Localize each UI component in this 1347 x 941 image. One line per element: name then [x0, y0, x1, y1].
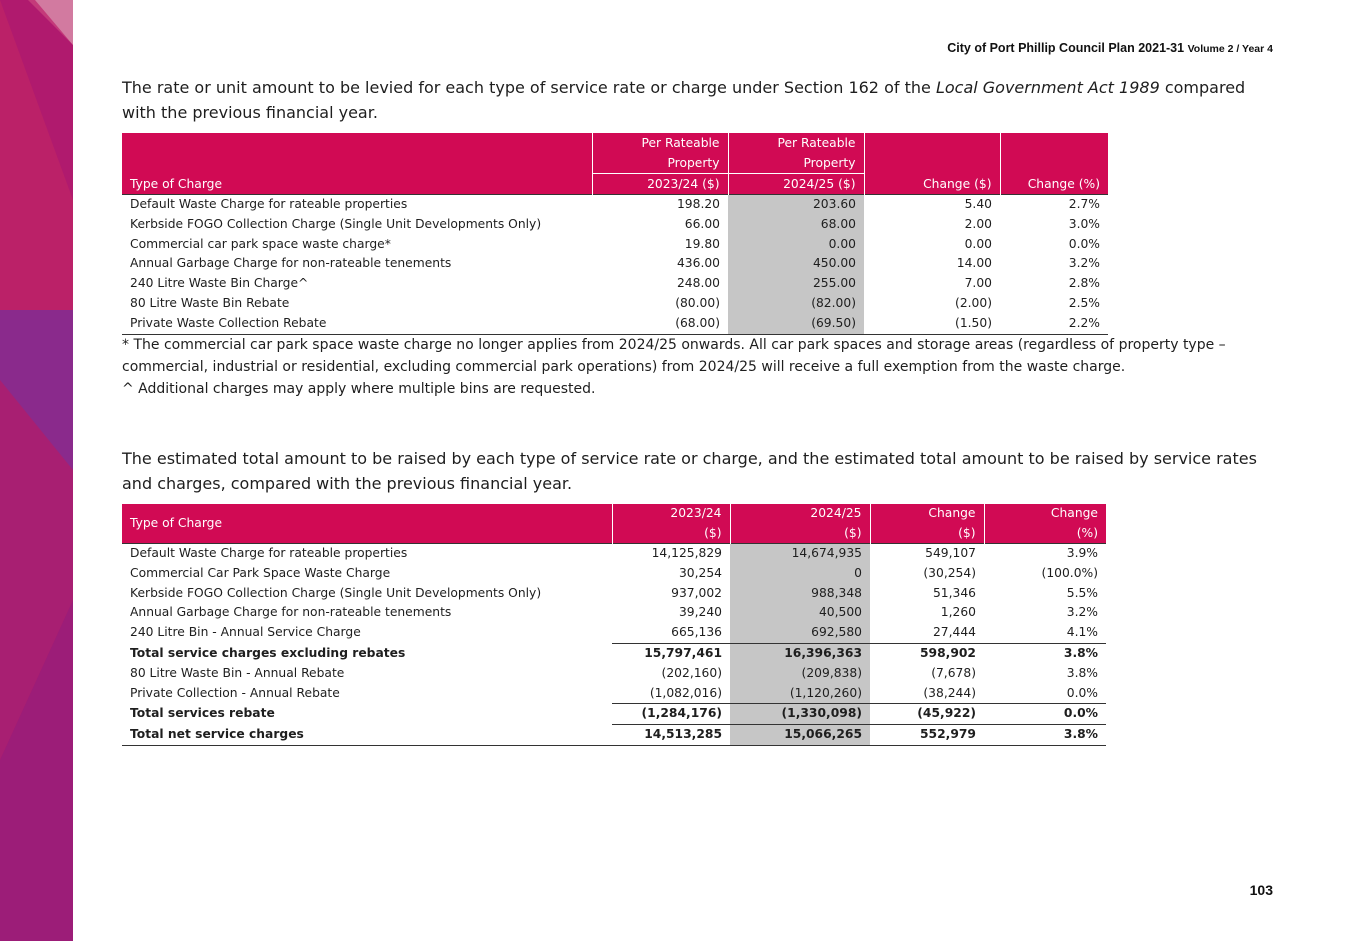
- value-2324-cell: 66.00: [684, 216, 720, 231]
- change-dollar-cell: 0.00: [964, 236, 992, 251]
- intro1-text-after: compared with the previous financial year.: [122, 78, 1246, 122]
- col-header-change-dollar-line2: ($): [870, 524, 984, 544]
- value-2324-cell: 665,136: [671, 625, 722, 640]
- table-row: [122, 684, 1106, 704]
- col-header-change-dollar-line1: Change: [870, 504, 984, 524]
- change-pct-cell: 2.5%: [1068, 295, 1100, 310]
- change-pct-cell: (100.0%): [1041, 565, 1098, 580]
- type-cell: Commercial Car Park Space Waste Charge: [130, 565, 391, 580]
- table-row: [122, 725, 1106, 746]
- type-cell: Total net service charges: [122, 725, 612, 746]
- type-cell: 80 Litre Waste Bin Rebate: [130, 295, 290, 310]
- type-cell: 80 Litre Waste Bin - Annual Rebate: [130, 665, 345, 680]
- value-2425-cell: (209,838): [730, 664, 870, 684]
- type-cell: Kerbside FOGO Collection Charge (Single Unit Developments Only): [130, 585, 542, 600]
- value-2425-cell: 15,066,265: [730, 725, 870, 746]
- value-2425-cell: (82.00): [728, 294, 864, 314]
- change-pct-cell: 3.0%: [1068, 216, 1100, 231]
- change-dollar-cell: (38,244): [923, 685, 976, 700]
- change-pct-cell: 2.2%: [1000, 314, 1108, 334]
- table-row: [122, 195, 1108, 215]
- document-header: [947, 41, 1273, 55]
- change-pct-cell: 0.0%: [1066, 685, 1098, 700]
- total-amounts-table: [122, 504, 1106, 746]
- value-2425-cell: 40,500: [730, 603, 870, 623]
- change-dollar-cell: 2.00: [964, 216, 992, 231]
- table-row: [122, 623, 1106, 643]
- change-dollar-cell: 7.00: [964, 276, 992, 291]
- value-2324-cell: (1,082,016): [649, 685, 722, 700]
- type-cell: Private Collection - Annual Rebate: [130, 685, 340, 700]
- col-header-2324-line2: Property: [592, 153, 728, 174]
- change-dollar-cell: 5.40: [864, 195, 1000, 215]
- value-2425-cell: 0: [730, 564, 870, 584]
- change-dollar-cell: (2.00): [955, 295, 992, 310]
- change-pct-cell: 0.0%: [1068, 236, 1100, 251]
- document-volume: Volume 2 / Year 4: [1187, 43, 1273, 55]
- value-2324-cell: 198.20: [592, 195, 728, 215]
- type-cell: Annual Garbage Charge for non-rateable tenements: [130, 605, 452, 620]
- change-pct-cell: 3.8%: [984, 725, 1106, 746]
- col-header-change-pct: Change (%): [1000, 174, 1108, 195]
- col-header-2425-line2: ($): [730, 524, 870, 544]
- table-row: [122, 254, 1108, 274]
- value-2425-cell: 203.60: [728, 195, 864, 215]
- table-row: [122, 274, 1108, 294]
- footnote-asterisk: * The commercial car park space waste charge no longer applies from 2024/25 onwards. All car park spaces and storage areas (regardless of property type – commercial, industrial or residential, excluding commercial park operations) from 2024/25 will receive a full exemption from the waste charge.: [122, 337, 1226, 375]
- value-2324-cell: 15,797,461: [612, 643, 730, 663]
- value-2324-cell: 14,513,285: [612, 725, 730, 746]
- change-dollar-cell: 51,346: [932, 585, 976, 600]
- change-pct-cell: 0.0%: [984, 704, 1106, 725]
- change-dollar-cell: 27,444: [932, 625, 976, 640]
- change-pct-cell: 3.2%: [1066, 605, 1098, 620]
- table-row: [122, 564, 1106, 584]
- value-2324-cell: (202,160): [661, 665, 722, 680]
- value-2324-cell: (1,284,176): [612, 704, 730, 725]
- document-title: City of Port Phillip Council Plan 2021-31: [947, 41, 1185, 55]
- type-cell: 240 Litre Bin - Annual Service Charge: [130, 625, 361, 640]
- change-dollar-cell: (7,678): [931, 665, 976, 680]
- col-header-type: Type of Charge: [122, 504, 612, 544]
- change-pct-cell: 2.8%: [1068, 276, 1100, 291]
- table-row: [122, 314, 1108, 334]
- col-header-2324-line1: Per Rateable: [592, 133, 728, 153]
- col-header-2425-line3: 2024/25 ($): [728, 174, 864, 195]
- value-2324-cell: (68.00): [592, 314, 728, 334]
- col-header-2324-line3: 2023/24 ($): [592, 174, 728, 195]
- table-row: [122, 584, 1106, 604]
- type-cell: Private Waste Collection Rebate: [122, 314, 592, 334]
- change-pct-cell: 3.8%: [984, 643, 1106, 663]
- value-2425-cell: 988,348: [730, 584, 870, 604]
- unit-rates-table: [122, 133, 1108, 335]
- change-pct-cell: 2.7%: [1000, 195, 1108, 215]
- value-2324-cell: (80.00): [675, 295, 720, 310]
- col-header-2425-line1: Per Rateable: [728, 133, 864, 153]
- type-cell: Total services rebate: [130, 706, 275, 721]
- page-number: 103: [1249, 882, 1273, 898]
- col-header-2324-line1: 2023/24: [612, 504, 730, 524]
- change-dollar-cell: 1,260: [940, 605, 976, 620]
- col-header-change-dollar: Change ($): [864, 174, 1000, 195]
- type-cell: Kerbside FOGO Collection Charge (Single Unit Developments Only): [130, 216, 542, 231]
- table-row: [122, 704, 1106, 725]
- value-2425-cell: (1,120,260): [730, 684, 870, 704]
- value-2324-cell: 19.80: [684, 236, 720, 251]
- section2-intro: The estimated total amount to be raised by each type of service rate or charge, and the estimated total amount to be raised by service rates and charges, compared with the previous financial year.: [122, 449, 1257, 493]
- table-row: [122, 215, 1108, 235]
- value-2425-cell: 68.00: [728, 215, 864, 235]
- table-row: [122, 544, 1106, 564]
- change-dollar-cell: 598,902: [870, 643, 984, 663]
- change-dollar-cell: 14.00: [956, 256, 992, 271]
- col-header-change-pct-line1: Change: [984, 504, 1106, 524]
- type-cell: Total service charges excluding rebates: [130, 645, 406, 660]
- col-header-type: Type of Charge: [122, 174, 592, 195]
- change-pct-cell: 3.8%: [1066, 665, 1098, 680]
- change-dollar-cell: 552,979: [870, 725, 984, 746]
- table-row: [122, 235, 1108, 255]
- change-dollar-cell: (1.50): [864, 314, 1000, 334]
- value-2324-cell: 937,002: [671, 585, 722, 600]
- type-cell: 240 Litre Waste Bin Charge^: [130, 276, 309, 291]
- value-2324-cell: 248.00: [676, 276, 720, 291]
- value-2425-cell: 16,396,363: [730, 643, 870, 663]
- col-header-2425-line1: 2024/25: [730, 504, 870, 524]
- change-pct-cell: 3.9%: [984, 544, 1106, 564]
- side-decoration-band: [0, 0, 73, 941]
- value-2324-cell: 30,254: [678, 565, 722, 580]
- table-row: [122, 643, 1106, 663]
- change-dollar-cell: 549,107: [870, 544, 984, 564]
- value-2324-cell: 14,125,829: [612, 544, 730, 564]
- change-dollar-cell: (30,254): [923, 565, 976, 580]
- intro1-text-before: The rate or unit amount to be levied for each type of service rate or charge under Section 162 of the: [122, 78, 931, 97]
- value-2425-cell: 450.00: [728, 254, 864, 274]
- col-header-2425-line2: Property: [728, 153, 864, 174]
- value-2324-cell: 436.00: [676, 256, 720, 271]
- intro1-act-name: Local Government Act 1989: [935, 78, 1160, 97]
- change-pct-cell: 3.2%: [1068, 256, 1100, 271]
- footnote-caret: ^ Additional charges may apply where multiple bins are requested.: [122, 381, 596, 397]
- table-row: [122, 664, 1106, 684]
- value-2425-cell: (69.50): [728, 314, 864, 334]
- section1-intro: [122, 75, 1272, 125]
- value-2425-cell: 692,580: [730, 623, 870, 643]
- change-pct-cell: 4.1%: [1066, 625, 1098, 640]
- change-pct-cell: 5.5%: [1066, 585, 1098, 600]
- type-cell: Annual Garbage Charge for non-rateable tenements: [130, 256, 452, 271]
- type-cell: Default Waste Charge for rateable properties: [122, 544, 612, 564]
- type-cell: Commercial car park space waste charge*: [130, 236, 391, 251]
- value-2425-cell: (1,330,098): [730, 704, 870, 725]
- col-header-2324-line2: ($): [612, 524, 730, 544]
- table-row: [122, 603, 1106, 623]
- col-header-change-pct-line2: (%): [984, 524, 1106, 544]
- type-cell: Default Waste Charge for rateable properties: [122, 195, 592, 215]
- value-2425-cell: 0.00: [728, 235, 864, 255]
- change-dollar-cell: (45,922): [870, 704, 984, 725]
- value-2425-cell: 255.00: [728, 274, 864, 294]
- value-2324-cell: 39,240: [678, 605, 722, 620]
- value-2425-cell: 14,674,935: [730, 544, 870, 564]
- table-row: [122, 294, 1108, 314]
